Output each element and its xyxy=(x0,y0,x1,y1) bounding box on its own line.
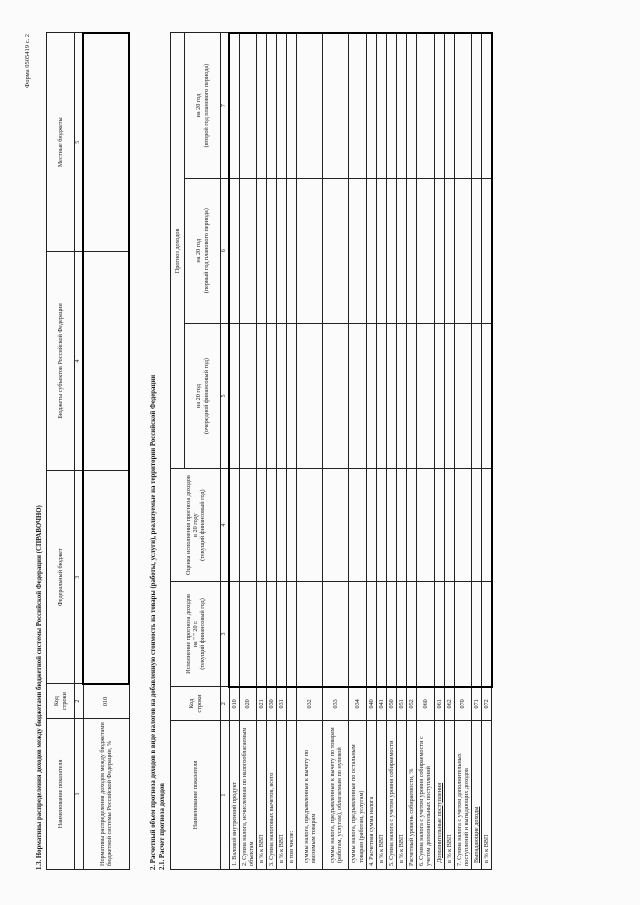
value-cell[interactable] xyxy=(482,33,492,178)
row-code: 034 xyxy=(349,687,366,721)
s2-header-estimate xyxy=(171,469,221,582)
value-cell[interactable] xyxy=(277,33,287,178)
s2-header-execution xyxy=(171,581,221,686)
value-cell[interactable] xyxy=(366,33,376,178)
table-row xyxy=(277,33,287,870)
row-code: 031 xyxy=(277,687,287,721)
value-cell[interactable] xyxy=(229,178,239,323)
value-cell[interactable] xyxy=(287,581,297,686)
table-row xyxy=(376,33,386,870)
value-cell[interactable] xyxy=(256,581,266,686)
row-label: 4. Расчетная сумма налога xyxy=(366,721,376,870)
value-cell[interactable] xyxy=(366,178,376,323)
s2-header-name: Наименование показателя xyxy=(171,721,221,870)
revenue-forecast-table xyxy=(170,32,493,870)
s2-plan2-line1: на 20 год xyxy=(195,93,203,118)
s13-colnum: 5 xyxy=(75,33,84,252)
value-cell[interactable] xyxy=(407,581,417,686)
row-code: 050 xyxy=(386,687,396,721)
s13-header-regional: Бюджеты субъектов Российской Федерации xyxy=(47,252,75,471)
value-cell[interactable] xyxy=(297,178,323,323)
row-label: 7. Сумма налога с учетом дополнительных поступлений и выпадающих доходов xyxy=(454,721,471,870)
value-cell[interactable] xyxy=(407,323,417,469)
value-cell[interactable] xyxy=(297,581,323,686)
value-cell[interactable] xyxy=(323,581,349,686)
value-cell[interactable] xyxy=(229,469,239,582)
s13-row-code: 010 xyxy=(83,684,129,718)
row-code xyxy=(287,687,297,721)
row-label: 6. Сумма налога с учетом уровня собираемости с учетом дополнительных поступлений xyxy=(417,721,434,870)
value-cell[interactable] xyxy=(256,178,266,323)
value-cell[interactable] xyxy=(417,581,434,686)
value-cell[interactable] xyxy=(482,323,492,469)
s2-colnum: 7 xyxy=(221,33,230,178)
row-label: 3. Сумма налоговых вычетов, всего xyxy=(267,721,277,870)
value-cell[interactable] xyxy=(417,323,434,469)
row-label: в % к ВВП xyxy=(397,721,407,870)
s2-est-line3: (текущий финансовый год) xyxy=(199,489,207,561)
row-code: 061 xyxy=(434,687,444,721)
value-cell[interactable] xyxy=(349,581,366,686)
value-cell[interactable] xyxy=(482,581,492,686)
value-cell[interactable] xyxy=(434,581,444,686)
value-cell[interactable] xyxy=(297,323,323,469)
s13-row-name: Нормативы распределения доходов между бюджетами бюджетной системы Российской Федерации, % xyxy=(83,718,129,869)
value-cell[interactable] xyxy=(277,581,287,686)
value-cell[interactable] xyxy=(472,33,482,178)
value-cell[interactable] xyxy=(454,33,471,178)
s13-colnum: 3 xyxy=(75,470,84,683)
value-cell[interactable] xyxy=(407,33,417,178)
table-row xyxy=(482,33,492,870)
value-cell[interactable] xyxy=(482,178,492,323)
s13-header-name: Наименование показателя xyxy=(47,718,75,869)
value-cell[interactable] xyxy=(287,33,297,178)
value-cell[interactable] xyxy=(482,469,492,582)
value-cell[interactable] xyxy=(472,323,482,469)
table-row xyxy=(267,33,277,870)
value-cell[interactable] xyxy=(417,469,434,582)
value-cell[interactable] xyxy=(287,178,297,323)
table-row xyxy=(239,33,256,870)
row-label: суммы налога, предъявленные по остальным товарам (работам, услугам) xyxy=(349,721,366,870)
row-label: в том числе: xyxy=(287,721,297,870)
value-cell[interactable] xyxy=(386,469,396,582)
row-label: Выпадающие доходы xyxy=(472,721,482,870)
value-cell[interactable] xyxy=(386,178,396,323)
value-cell[interactable] xyxy=(267,581,277,686)
value-cell[interactable] xyxy=(256,33,266,178)
value-cell[interactable] xyxy=(256,469,266,582)
s2-header-forecast: Прогноз доходов xyxy=(171,33,185,469)
table-row xyxy=(323,33,349,870)
s2-header-next-year xyxy=(185,323,221,469)
row-label: в % к ВВП xyxy=(376,721,386,870)
row-label: в % к ВВП xyxy=(256,721,266,870)
value-cell[interactable] xyxy=(454,469,471,582)
table-row xyxy=(366,33,376,870)
row-label: Расчетный уровень собираемости, % xyxy=(407,721,417,870)
value-cell[interactable] xyxy=(434,33,444,178)
value-cell[interactable] xyxy=(417,178,434,323)
value-cell[interactable] xyxy=(397,33,407,178)
value-cell[interactable] xyxy=(444,178,454,323)
value-cell[interactable] xyxy=(444,469,454,582)
value-cell[interactable] xyxy=(229,581,239,686)
value-cell[interactable] xyxy=(229,323,239,469)
row-label: 1. Валовой внутренний продукт xyxy=(229,721,239,870)
s2-colnum: 3 xyxy=(221,581,230,686)
row-code: 020 xyxy=(239,687,256,721)
table-row xyxy=(229,33,239,870)
s2-exec-line2: на " " 20 г. xyxy=(191,620,199,648)
value-cell[interactable] xyxy=(366,323,376,469)
value-cell[interactable] xyxy=(239,33,256,178)
row-code: 030 xyxy=(267,687,277,721)
row-label: 5. Сумма налога с учетом уровня собираемости xyxy=(386,721,396,870)
s13-header-code: Код строки xyxy=(47,684,75,718)
value-cell[interactable] xyxy=(454,581,471,686)
row-label: Дополнительные поступления xyxy=(434,721,444,870)
s13-cell-regional[interactable] xyxy=(83,252,129,471)
row-code: 060 xyxy=(417,687,434,721)
value-cell[interactable] xyxy=(297,33,323,178)
value-cell[interactable] xyxy=(454,323,471,469)
value-cell[interactable] xyxy=(434,323,444,469)
s2-table-body xyxy=(229,33,492,870)
value-cell[interactable] xyxy=(323,33,349,178)
value-cell[interactable] xyxy=(239,469,256,582)
value-cell[interactable] xyxy=(277,469,287,582)
s2-plan1-line2: (первый год планового периода) xyxy=(202,208,210,294)
s13-colnum: 4 xyxy=(75,252,84,471)
value-cell[interactable] xyxy=(349,323,366,469)
s2-colnum: 2 xyxy=(221,687,230,721)
row-label: суммы налога, предъявленные к вычету по ввозимым товарам xyxy=(297,721,323,870)
row-code: 070 xyxy=(454,687,471,721)
value-cell[interactable] xyxy=(239,178,256,323)
s13-cell-federal[interactable] xyxy=(83,470,129,683)
section-2-title: 2. Расчетный объем прогноза доходов в виде налогов на добавленную стоимость на товары (работы, услуги), реализуемые на территории Российской Федерации xyxy=(150,374,157,870)
value-cell[interactable] xyxy=(267,469,277,582)
s2-colnum: 5 xyxy=(221,323,230,469)
s13-colnum: 2 xyxy=(75,684,84,718)
value-cell[interactable] xyxy=(267,178,277,323)
value-cell[interactable] xyxy=(407,469,417,582)
s2-plan1-line1: на 20 год xyxy=(195,238,203,263)
value-cell[interactable] xyxy=(323,469,349,582)
value-cell[interactable] xyxy=(267,323,277,469)
value-cell[interactable] xyxy=(323,178,349,323)
table-row xyxy=(397,33,407,870)
table-row xyxy=(407,33,417,870)
value-cell[interactable] xyxy=(386,323,396,469)
row-code: 041 xyxy=(376,687,386,721)
form-reference: Форма 0505419 с. 2 xyxy=(24,34,31,88)
value-cell[interactable] xyxy=(287,469,297,582)
distribution-norms-table xyxy=(46,32,130,870)
value-cell[interactable] xyxy=(376,581,386,686)
table-row xyxy=(417,33,434,870)
section-2-1-subtitle: 2.1. Расчет прогноза доходов xyxy=(159,783,166,870)
value-cell[interactable] xyxy=(376,469,386,582)
value-cell[interactable] xyxy=(444,323,454,469)
value-cell[interactable] xyxy=(229,33,239,178)
value-cell[interactable] xyxy=(397,323,407,469)
value-cell[interactable] xyxy=(287,323,297,469)
s2-exec-line1: Исполнение прогноза доходов xyxy=(184,594,192,674)
s2-next-line2: (очередной финансовый год) xyxy=(202,358,210,435)
s13-colnum: 1 xyxy=(75,718,84,869)
row-code: 062 xyxy=(444,687,454,721)
value-cell[interactable] xyxy=(297,469,323,582)
value-cell[interactable] xyxy=(256,323,266,469)
value-cell[interactable] xyxy=(376,178,386,323)
value-cell[interactable] xyxy=(376,323,386,469)
s2-colnum: 1 xyxy=(221,721,230,870)
rotated-form-content xyxy=(10,12,630,892)
table-row xyxy=(349,33,366,870)
value-cell[interactable] xyxy=(349,178,366,323)
value-cell[interactable] xyxy=(349,469,366,582)
row-code: 033 xyxy=(323,687,349,721)
row-code: 040 xyxy=(366,687,376,721)
row-label: в % к ВВП xyxy=(482,721,492,870)
value-cell[interactable] xyxy=(434,178,444,323)
table-row xyxy=(444,33,454,870)
table-row xyxy=(454,33,471,870)
row-label: в % к ВВП xyxy=(444,721,454,870)
table-row xyxy=(287,33,297,870)
section-1-3-title: 1.3. Нормативы распределения доходов между бюджетами бюджетной системы Российской Федерации (СПРАВОЧНО) xyxy=(36,505,43,870)
s2-colnum: 4 xyxy=(221,469,230,582)
value-cell[interactable] xyxy=(397,581,407,686)
row-label: суммы налога, предъявленные к вычету по товарам (работам, услугам), облагаемым по нулевой xyxy=(323,721,349,870)
table-row xyxy=(472,33,482,870)
value-cell[interactable] xyxy=(239,581,256,686)
value-cell[interactable] xyxy=(239,323,256,469)
value-cell[interactable] xyxy=(417,33,434,178)
row-code: 021 xyxy=(256,687,266,721)
value-cell[interactable] xyxy=(323,323,349,469)
s2-plan2-line2: (второй год планового периода) xyxy=(202,63,210,148)
s2-est-line1: Оценка исполнения прогноза доходов xyxy=(184,475,192,575)
value-cell[interactable] xyxy=(444,33,454,178)
value-cell[interactable] xyxy=(386,33,396,178)
s13-cell-local[interactable] xyxy=(83,33,129,252)
s2-est-line2: в 20 году xyxy=(191,513,199,537)
s13-header-federal: Федеральный бюджет xyxy=(47,470,75,683)
row-code: 071 xyxy=(472,687,482,721)
value-cell[interactable] xyxy=(454,178,471,323)
s2-header-code: Код строки xyxy=(171,687,221,721)
row-code: 051 xyxy=(397,687,407,721)
s2-next-line1: на 20 год xyxy=(195,384,203,408)
row-code: 052 xyxy=(407,687,417,721)
table-row xyxy=(434,33,444,870)
table-row xyxy=(256,33,266,870)
value-cell[interactable] xyxy=(277,178,287,323)
row-label: 2. Сумма налога, исчисленная по налогооблагаемым объектам xyxy=(239,721,256,870)
value-cell[interactable] xyxy=(472,469,482,582)
row-code: 072 xyxy=(482,687,492,721)
value-cell[interactable] xyxy=(397,178,407,323)
row-label: в % к ВВП xyxy=(277,721,287,870)
value-cell[interactable] xyxy=(349,33,366,178)
s2-header-plan-year-1 xyxy=(185,178,221,323)
value-cell[interactable] xyxy=(277,323,287,469)
value-cell[interactable] xyxy=(366,581,376,686)
value-cell[interactable] xyxy=(366,469,376,582)
value-cell[interactable] xyxy=(472,178,482,323)
value-cell[interactable] xyxy=(407,178,417,323)
row-code: 032 xyxy=(297,687,323,721)
value-cell[interactable] xyxy=(386,581,396,686)
value-cell[interactable] xyxy=(376,33,386,178)
value-cell[interactable] xyxy=(434,469,444,582)
table-row xyxy=(297,33,323,870)
s2-header-plan-year-2 xyxy=(185,33,221,178)
row-code: 010 xyxy=(229,687,239,721)
s2-colnum: 6 xyxy=(221,178,230,323)
s13-header-local: Местные бюджеты xyxy=(47,33,75,252)
value-cell[interactable] xyxy=(472,581,482,686)
table-row xyxy=(386,33,396,870)
value-cell[interactable] xyxy=(397,469,407,582)
value-cell[interactable] xyxy=(267,33,277,178)
value-cell[interactable] xyxy=(444,581,454,686)
s2-exec-line3: (текущий финансовый год) xyxy=(199,598,207,670)
